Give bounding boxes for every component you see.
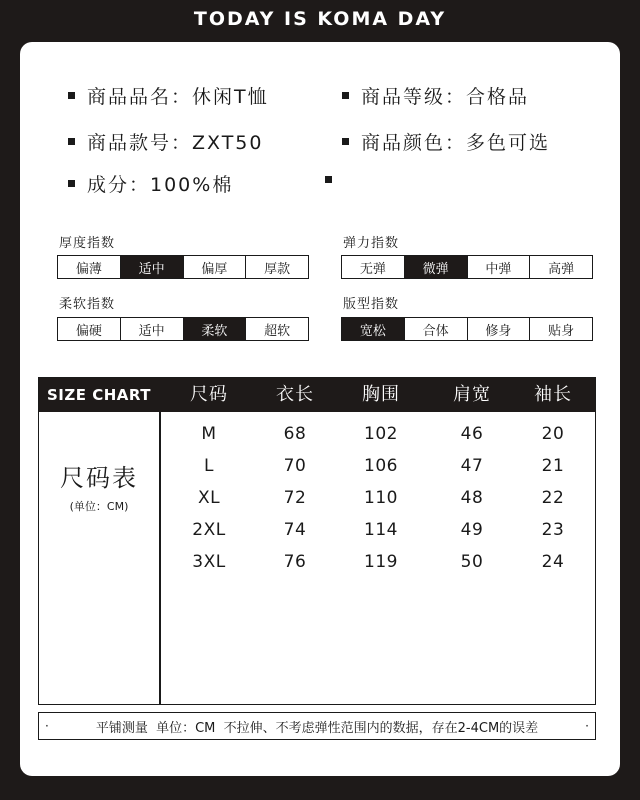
size-chart-divider	[159, 412, 161, 704]
size-chart-cell: M	[201, 424, 217, 444]
fit-option: 宽松	[342, 318, 404, 340]
size-chart-cell: 114	[364, 520, 398, 540]
softness-scale	[57, 317, 309, 341]
size-chart-cell: 20	[541, 424, 565, 444]
bullet-icon	[68, 180, 75, 187]
fit-scale	[341, 317, 593, 341]
banner-title: TODAY IS KOMA DAY	[193, 8, 447, 30]
size-chart-cell: 2XL	[192, 520, 226, 540]
size-chart-side-title: 尺码表	[60, 464, 138, 492]
thickness-option: 适中	[120, 256, 183, 278]
bullet-icon	[342, 138, 349, 145]
elasticity-option: 高弹	[529, 256, 592, 278]
size-chart-cell: 106	[364, 456, 398, 476]
thickness-option: 偏薄	[75, 261, 102, 277]
column-header: 肩宽	[453, 384, 491, 405]
fit-option: 合体	[404, 318, 467, 340]
info-material	[68, 170, 233, 197]
size-chart-cell: 22	[541, 488, 565, 508]
elasticity-label: 弹力指数	[343, 236, 400, 251]
softness-label: 柔软指数	[59, 297, 116, 312]
size-chart-cell: 46	[460, 424, 484, 444]
elasticity-option: 中弹	[467, 256, 530, 278]
size-chart-cell: 21	[541, 456, 565, 476]
bullet-icon	[68, 92, 75, 99]
fit-option: 贴身	[529, 318, 592, 340]
bullet-icon	[325, 176, 332, 183]
footer-dot-right: ·	[585, 719, 589, 733]
thickness-scale	[57, 255, 309, 279]
info-empty	[325, 170, 344, 192]
footer-dot-left: ·	[45, 719, 49, 733]
size-chart-cell: 49	[460, 520, 484, 540]
size-chart	[38, 377, 596, 705]
size-info-card	[20, 42, 620, 776]
bullet-icon	[342, 92, 349, 99]
column-header: 袖长	[534, 384, 572, 405]
size-chart-cell: 68	[283, 424, 307, 444]
size-chart-cell: 70	[283, 456, 307, 476]
thickness-option: 偏厚	[183, 256, 246, 278]
elasticity-option: 无弹	[359, 261, 386, 277]
info-color	[342, 128, 550, 155]
size-chart-cell: 74	[283, 520, 307, 540]
column-header: 尺码	[190, 384, 228, 405]
size-chart-cell: 50	[460, 552, 484, 572]
measurement-note-text: 平铺测量 单位：CM 不拉伸、不考虑弹性范围内的数据，存在2-4CM的误差	[95, 720, 539, 736]
elasticity-option: 微弹	[404, 256, 467, 278]
size-chart-cell: 23	[541, 520, 565, 540]
measurement-note	[38, 712, 596, 740]
size-chart-cell: 3XL	[192, 552, 226, 572]
size-chart-cell: XL	[197, 488, 221, 508]
size-chart-cell: 102	[364, 424, 398, 444]
size-chart-cell: 110	[364, 488, 398, 508]
thickness-option: 厚款	[245, 256, 308, 278]
size-chart-cell: 47	[460, 456, 484, 476]
info-style-no	[68, 128, 263, 155]
softness-option: 偏硬	[75, 323, 102, 339]
bullet-icon	[68, 138, 75, 145]
size-chart-cell: 119	[364, 552, 398, 572]
material-text: 成分：100%棉	[87, 174, 234, 196]
size-chart-cell: 72	[283, 488, 307, 508]
color-text: 商品颜色：多色可选	[361, 132, 551, 154]
fit-option: 修身	[467, 318, 530, 340]
style-no-text: 商品款号：ZXT50	[87, 132, 264, 154]
info-grade	[342, 82, 529, 109]
column-header: 衣长	[276, 384, 314, 405]
size-chart-cell: L	[204, 456, 214, 476]
size-chart-unit: (单位：CM)	[69, 500, 129, 513]
fit-label: 版型指数	[343, 297, 400, 312]
size-chart-title: SIZE CHART	[46, 386, 151, 404]
size-chart-cell: 76	[283, 552, 307, 572]
info-product-name	[68, 82, 269, 109]
elasticity-scale	[341, 255, 593, 279]
softness-option: 柔软	[183, 318, 246, 340]
softness-option: 适中	[120, 318, 183, 340]
column-header: 胸围	[362, 384, 400, 405]
size-chart-cell: 48	[460, 488, 484, 508]
grade-text: 商品等级：合格品	[361, 86, 530, 108]
softness-option: 超软	[245, 318, 308, 340]
thickness-label: 厚度指数	[59, 236, 116, 251]
product-name-text: 商品品名：休闲T恤	[87, 86, 269, 108]
size-chart-cell: 24	[541, 552, 565, 572]
